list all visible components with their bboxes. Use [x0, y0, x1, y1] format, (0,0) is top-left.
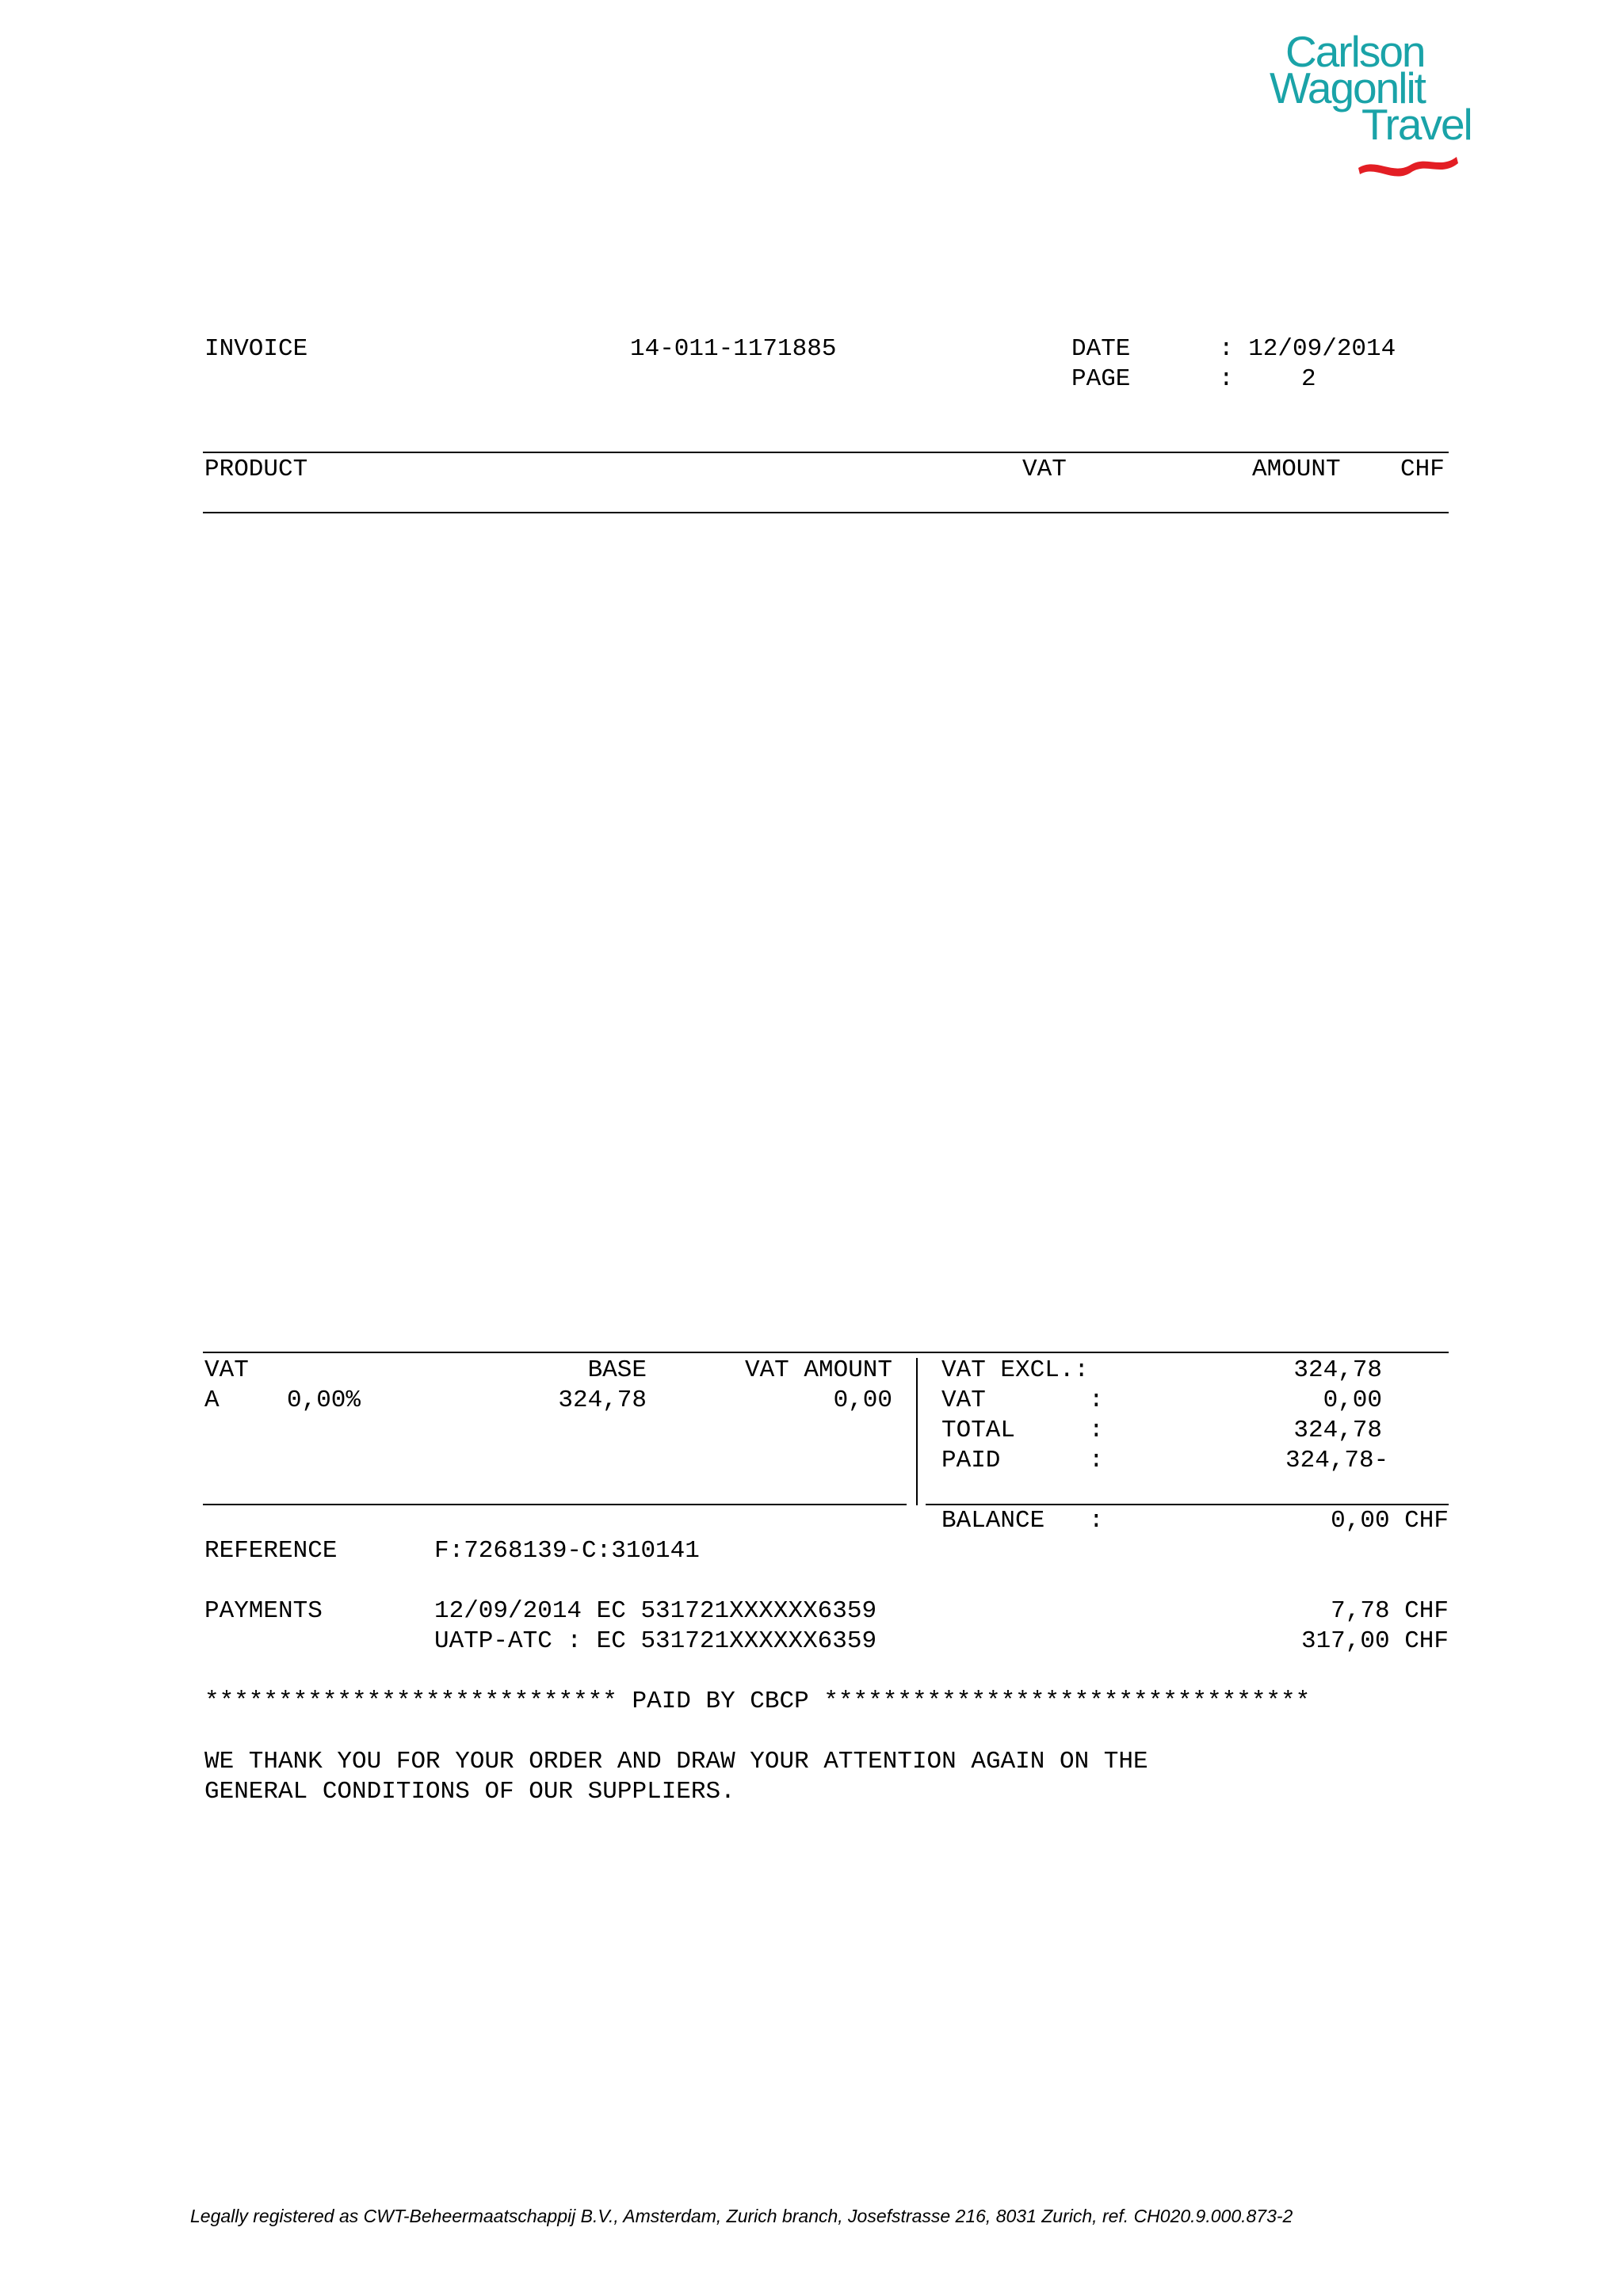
paid-colon: : — [1089, 1447, 1104, 1474]
payment-1-amount: 7,78 CHF — [1331, 1597, 1449, 1625]
date-value: : 12/09/2014 — [1219, 335, 1396, 363]
column-amount: AMOUNT — [1252, 456, 1341, 483]
vat-table-header-vat: VAT — [204, 1356, 249, 1384]
vat-colon: : — [1089, 1386, 1104, 1414]
vat-label: VAT — [941, 1386, 986, 1414]
thank-you-line-1: WE THANK YOU FOR YOUR ORDER AND DRAW YOUR ATTENTION AGAIN ON THE — [204, 1748, 1148, 1775]
paid-by-banner: **************************** PAID BY CBCP ********************************* — [204, 1688, 1311, 1715]
vat-table-header-base: BASE — [587, 1356, 647, 1384]
logo-text-travel: Travel — [1361, 100, 1472, 149]
totals-bottom-rule — [926, 1504, 1449, 1505]
vat-excl-value: 324,78 — [1293, 1356, 1382, 1384]
header-bottom-rule — [203, 512, 1449, 513]
thank-you-line-2: GENERAL CONDITIONS OF OUR SUPPLIERS. — [204, 1778, 735, 1806]
invoice-number: 14-011-1171885 — [630, 335, 837, 363]
page-number: 2 — [1301, 365, 1316, 393]
vat-table-bottom-rule — [203, 1504, 907, 1505]
vat-table-header-vat-amount: VAT AMOUNT — [744, 1356, 892, 1384]
paid-value: 324,78- — [1285, 1447, 1389, 1474]
summary-divider — [916, 1358, 918, 1505]
column-vat: VAT — [1022, 456, 1067, 483]
logo-text-wagonlit: Wagonlit — [1270, 63, 1425, 113]
summary-top-rule — [203, 1352, 1449, 1353]
logo-swoosh-icon — [1357, 149, 1460, 177]
column-product: PRODUCT — [204, 456, 308, 483]
balance-label: BALANCE — [941, 1507, 1045, 1535]
payment-1-description: 12/09/2014 EC 531721XXXXXX6359 — [434, 1597, 877, 1625]
reference-value: F:7268139-C:310141 — [434, 1537, 700, 1565]
total-colon: : — [1089, 1417, 1104, 1444]
payment-2-amount: 317,00 CHF — [1300, 1627, 1449, 1655]
vat-excl-label: VAT EXCL.: — [941, 1356, 1090, 1384]
legal-footer: Legally registered as CWT-Beheermaatschappij B.V., Amsterdam, Zurich branch, Josefstrasse 216, 8031 Zurich, ref. CH020.9.000.873-2 — [190, 2206, 1293, 2226]
vat-value: 0,00 — [1323, 1386, 1382, 1414]
reference-label: REFERENCE — [204, 1537, 338, 1565]
paid-label: PAID — [941, 1447, 1001, 1474]
payments-label: PAYMENTS — [204, 1597, 323, 1625]
page-colon: : — [1219, 365, 1234, 393]
vat-row-code: A — [204, 1386, 220, 1414]
company-logo — [1260, 27, 1472, 189]
balance-value: 0,00 CHF — [1331, 1507, 1449, 1535]
column-currency: CHF — [1400, 456, 1445, 483]
total-label: TOTAL — [941, 1417, 1016, 1444]
invoice-label: INVOICE — [204, 335, 308, 363]
vat-row-vat-amount: 0,00 — [833, 1386, 892, 1414]
payment-2-description: UATP-ATC : EC 531721XXXXXX6359 — [434, 1627, 877, 1655]
date-label: DATE — [1071, 335, 1131, 363]
header-top-rule — [203, 452, 1449, 453]
vat-row-rate: 0,00% — [287, 1386, 361, 1414]
vat-row-base: 324,78 — [558, 1386, 647, 1414]
logo-text-carlson: Carlson — [1285, 27, 1425, 76]
page-label: PAGE — [1071, 365, 1131, 393]
balance-colon: : — [1089, 1507, 1104, 1535]
total-value: 324,78 — [1293, 1417, 1382, 1444]
